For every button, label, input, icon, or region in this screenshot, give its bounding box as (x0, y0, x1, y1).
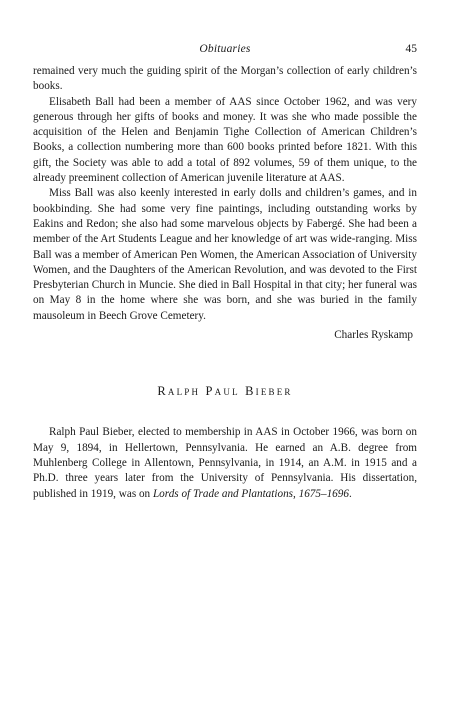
paragraph-continuation: remained very much the guiding spirit of the Morgan’s collection of early children’s books. (33, 65, 417, 93)
dissertation-title: Lords of Trade and Plantations, 1675–1696 (152, 487, 349, 500)
author-signature: Charles Ryskamp (334, 329, 413, 342)
paragraph-bieber-end: . (348, 487, 352, 500)
paragraph-membership: Elisabeth Ball had been a member of AAS since October 1962, and was very generous through her gifts of books and money. It was she who made possible the acquisition of the Helen and Benjamin Tighe Collection of American Children’s Books, a collection numbering more than 600 books printed before 1821. With this gift, the Society was able to add a total of 892 volumes, 59 of them unique, to the already preeminent collection of American juvenile literature at AAS. (33, 95, 417, 185)
paragraph-bieber-text: Ralph Paul Bieber, elected to membership in AAS in October 1966, was born on May 9, 1894, in Hellertown, Pennsylvania. He earned an A.B. degree from Muhlenberg College in Allentown, Pennsylvania, in 1914, an A.M. in 1915 and a Ph.D. three years later from the University of Pennsylvania. His dissertation, published in 1919, was on (33, 426, 417, 500)
page-number: 45 (405, 43, 417, 55)
paragraph-bieber (33, 425, 417, 501)
running-header (33, 43, 417, 59)
body-text (33, 64, 417, 502)
obituary-heading: Ralph Paul Bieber (157, 384, 293, 399)
paragraph-interests: Miss Ball was also keenly interested in early dolls and children’s games, and in bookbinding. She had some very fine paintings, including outstanding works by Eakins and Redon; she also had some marvelous objects by Fabergé. She had been a member of the Art Students League and her knowledge of art was wide-ranging. Miss Ball was a member of American Pen Women, the American Association of University Women, and the Daughters of the American Revolution, and was devoted to the First Presbyterian Church in Muncie. She died in Ball Hospital in that city; her funeral was on May 8 in the home where she was born, and she was buried in the family mausoleum in Beech Grove Cemetery. (33, 187, 418, 322)
running-title: Obituaries (199, 43, 251, 55)
